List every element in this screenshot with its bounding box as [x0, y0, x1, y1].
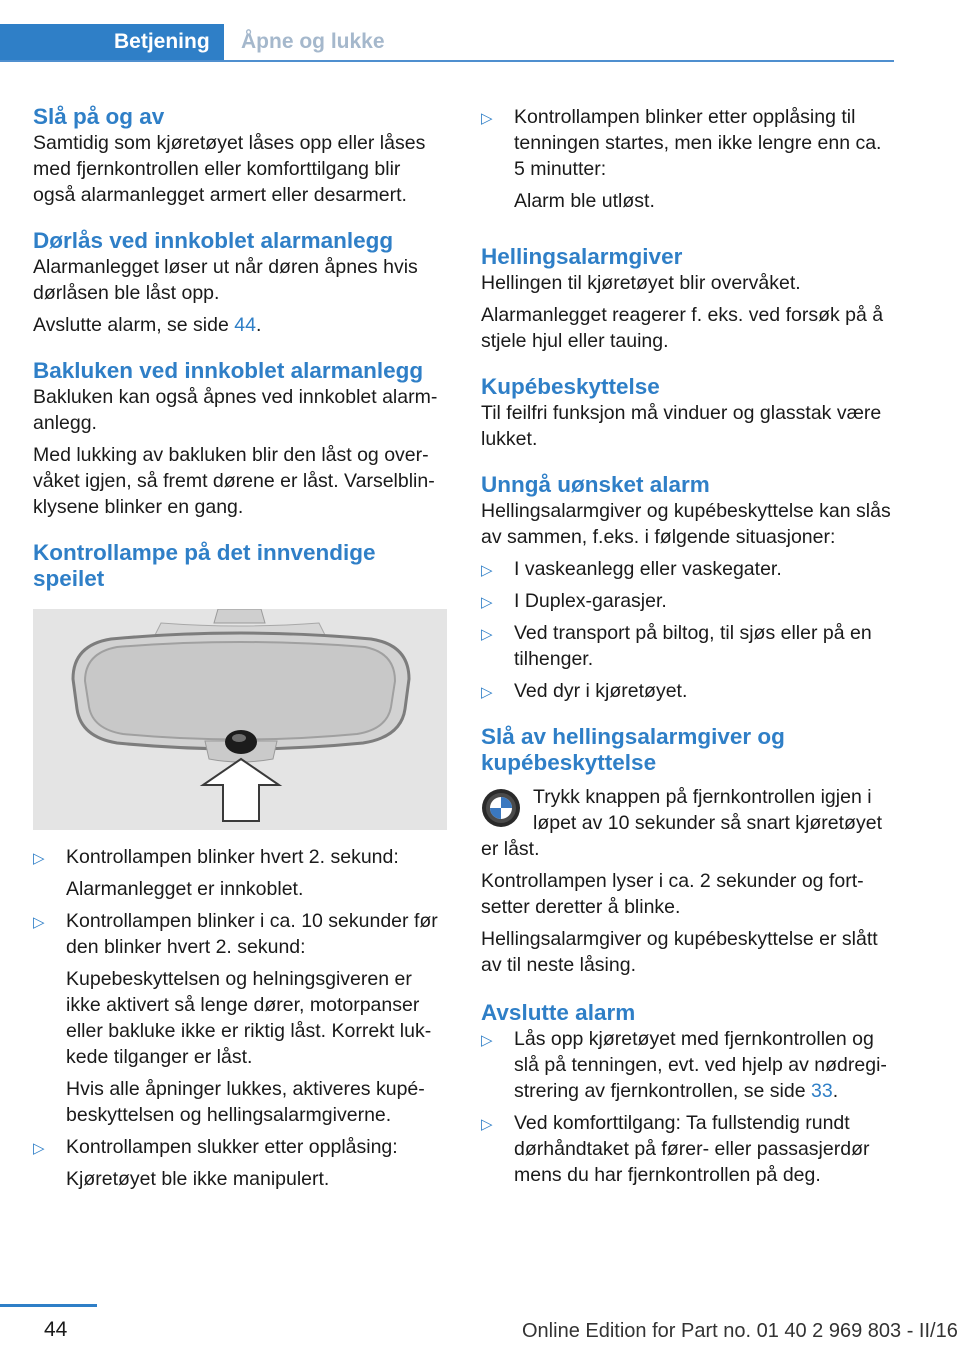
list-item [481, 1026, 895, 1104]
paragraph: Hellingsalarmgiver og kupébeskyttelse er slått av til neste låsing. [481, 928, 878, 976]
tab-betjening[interactable]: Betjening [0, 24, 224, 60]
heading-avslutte-alarm: Avslutte alarm [481, 1000, 636, 1025]
list-item [33, 908, 447, 1128]
list-item [481, 1110, 895, 1188]
list-item [481, 588, 895, 614]
bullet-triangle-icon: ▷ [33, 914, 45, 931]
list-item-text: I vaskeanlegg eller vaskegater. [514, 558, 782, 580]
header-tabbar [0, 24, 894, 62]
heading-hellingsalarmgiver: Hellingsalarmgiver [481, 244, 683, 269]
situation-list [481, 556, 895, 704]
heading-dorlas: Dørlås ved innkoblet alarmanlegg [33, 228, 394, 253]
paragraph [33, 312, 447, 338]
heading-unnga-alarm: Unngå uønsket alarm [481, 472, 710, 497]
footer-rule [0, 1304, 97, 1307]
edition-note: Online Edition for Part no. 01 40 2 969 803 - II/16 [522, 1320, 958, 1342]
heading-kontrollampe: Kontrollampe på det innvendige speilet [33, 540, 376, 591]
list-item [481, 104, 895, 214]
paragraph: Alarmanlegget reagerer f. eks. ved forsøk på å stjele hjul eller tauing. [481, 304, 884, 352]
list-item-text: Ved dyr i kjøretøyet. [514, 680, 688, 702]
list-item-text: Lås opp kjøretøyet med fjernkontrollen og slå på tenningen, evt. ved hjelp av nødregistrering av fjernkontrollen, se side [514, 1028, 887, 1102]
heading-sla-pa-og-av: Slå på og av [33, 104, 165, 129]
list-item-subtext: Alarm ble utløst. [514, 190, 655, 212]
paragraph: Med lukking av bakluken blir den låst og overvåket igjen, så fremt dørene er låst. Varselblinklysene blinker en gang. [33, 444, 435, 518]
list-item-text: Kontrollampen blinker i ca. 10 sekunder før den blinker hvert 2. sekund: [66, 910, 438, 958]
mirror-illustration [33, 609, 447, 830]
heading-sla-av: Slå av hellingsalarmgiver og kupébeskyttelse [481, 724, 785, 775]
list-item [33, 844, 447, 902]
paragraph: Trykk knappen på fjernkontrollen igjen i løpet av 10 sekunder så snart kjøretøyet er låst. [481, 786, 882, 860]
list-item-subtext: Kupebeskyttelsen og helningsgiveren er ikke aktivert så lenge dører, motorpanser eller bakluke ikke er riktig låst. Korrekt lukkede tilganger er låst. [66, 968, 432, 1068]
list-item-text: Kontrollampen blinker etter opplåsing til tenningen startes, men ikke lengre enn ca. 5 minutter: [514, 106, 882, 180]
list-item-subtext: Hvis alle åpninger lukkes, aktiveres kupébeskyttelsen og hellingsalarmgiverne. [66, 1078, 425, 1126]
rearview-mirror-image [33, 609, 447, 830]
paragraph: Bakluken kan også åpnes ved innkoblet alarmanlegg. [33, 386, 438, 434]
paragraph: Samtidig som kjøretøyet låses opp eller låses med fjernkontrollen eller komforttilgang blir også alarmanlegget armert eller desarmert. [33, 132, 426, 206]
text: Avslutte alarm, se side [33, 314, 235, 336]
paragraph: Kontrollampen lyser i ca. 2 sekunder og fortsetter deretter å blinke. [481, 870, 864, 918]
list-item-subtext: Kjøretøyet ble ikke manipulert. [66, 1168, 330, 1190]
indicator-list [33, 844, 447, 1192]
page-link-33[interactable]: 33 [810, 1080, 833, 1102]
bullet-triangle-icon: ▷ [481, 110, 493, 127]
paragraph: Til feilfri funksjon må vinduer og glasstak være lukket. [481, 402, 882, 450]
list-item [481, 556, 895, 582]
list-item [33, 1134, 447, 1192]
page-number: 44 [44, 1318, 68, 1341]
tab-apne-og-lukke[interactable]: Åpne og lukke [241, 30, 385, 53]
bullet-triangle-icon: ▷ [481, 626, 493, 643]
list-item [481, 620, 895, 672]
paragraph: Alarmanlegget løser ut når døren åpnes hvis dørlåsen ble låst opp. [33, 256, 418, 304]
bullet-triangle-icon: ▷ [481, 1116, 493, 1133]
list-item-subtext: Alarmanlegget er innkoblet. [66, 878, 304, 900]
bullet-triangle-icon: ▷ [481, 594, 493, 611]
list-item-text: I Duplex-garasjer. [514, 590, 667, 612]
bullet-triangle-icon: ▷ [481, 684, 493, 701]
left-column [33, 104, 447, 1192]
heading-bakluken: Bakluken ved innkoblet alarmanlegg [33, 358, 424, 383]
bullet-triangle-icon: ▷ [33, 850, 45, 867]
heading-kupebeskyttelse: Kupébeskyttelse [481, 374, 660, 399]
paragraph: Hellingen til kjøretøyet blir overvåket. [481, 272, 801, 294]
list-item-text: Ved transport på biltog, til sjøs eller på en tilhenger. [514, 622, 872, 670]
key-instruction [481, 784, 895, 862]
list-item-text: Ved komforttilgang: Ta fullstendig rundt dørhåndtaket på fører- eller passasjerdør mens du har fjernkontrollen på deg. [514, 1112, 870, 1186]
list-item-text: Kontrollampen blinker hvert 2. sekund: [66, 846, 399, 868]
text: . [832, 1080, 839, 1102]
list-item-text: Kontrollampen slukker etter opplåsing: [66, 1136, 398, 1158]
page-link-44[interactable]: 44 [234, 314, 256, 336]
right-column [481, 104, 895, 1188]
indicator-list-continued [481, 104, 895, 214]
bullet-triangle-icon: ▷ [33, 1140, 45, 1157]
avslutte-list [481, 1026, 895, 1188]
list-item [481, 678, 895, 704]
text: . [255, 314, 262, 336]
bmw-key-icon [481, 788, 521, 828]
bullet-triangle-icon: ▷ [481, 562, 493, 579]
paragraph: Hellingsalarmgiver og kupébeskyttelse kan slås av sammen, f.eks. i følgende situasjoner: [481, 500, 891, 548]
bullet-triangle-icon: ▷ [481, 1032, 493, 1049]
